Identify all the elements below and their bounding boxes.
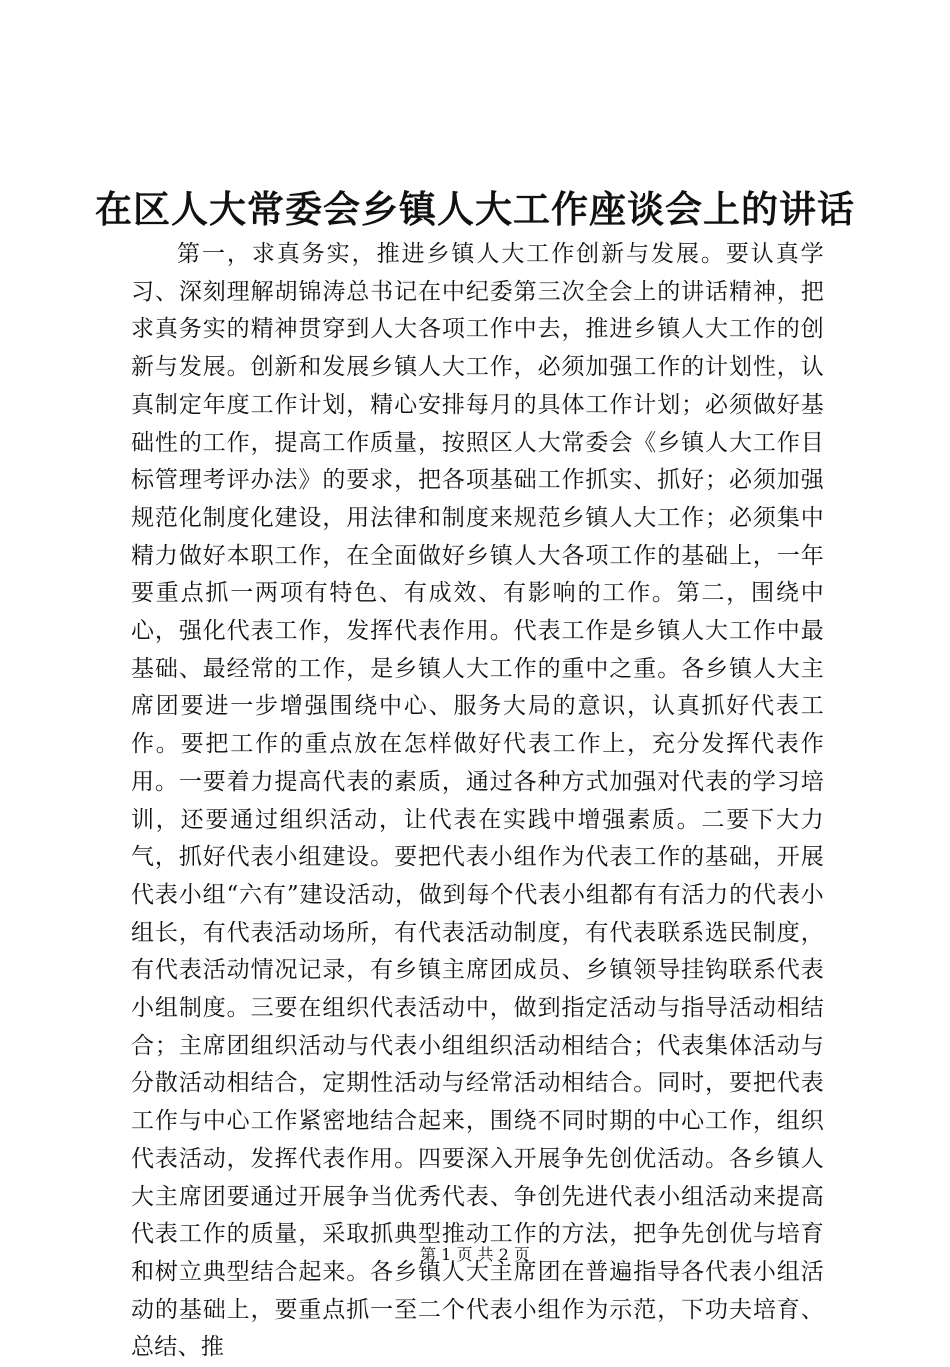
document-body-paragraph: 第一，求真务实，推进乡镇人大工作创新与发展。要认真学习、深刻理解胡锦涛总书记在中纪委第三次全会上的讲话精神，把求真务实的精神贯穿到人大各项工作中去，推进乡镇人大工作的创新与发展。创新和发展乡镇人大工作，必须加强工作的计划性，认真制定年度工作计划，精心安排每月的具体工作计划；必须做好基础性的工作，提高工作质量，按照区人大常委会《乡镇人大工作目标管理考评办法》的要求，把各项基础工作抓实、抓好；必须加强规范化制度化建设，用法律和制度来规范乡镇人大工作；必须集中精力做好本职工作，在全面做好乡镇人大各项工作的基础上，一年要重点抓一两项有特色、有成效、有影响的工作。第二，围绕中心，强化代表工作，发挥代表作用。代表工作是乡镇人大工作中最基础、最经常的工作，是乡镇人大工作的重中之重。各乡镇人大主席团要进一步增强围绕中心、服务大局的意识，认真抓好代表工作。要把工作的重点放在怎样做好代表工作上，充分发挥代表作用。一要着力提高代表的素质，通过各种方式加强对代表的学习培训，还要通过组织活动，让代表在实践中增强素质。二要下大力气，抓好代表小组建设。要把代表小组作为代表工作的基础，开展代表小组“六有”建设活动，做到每个代表小组都有有活力的代表小组长，有代表活动场所，有代表活动制度，有代表联系选民制度，有代表活动情况记录，有乡镇主席团成员、乡镇领导挂钩联系代表小组制度。三要在组织代表活动中，做到指定活动与指导活动相结合；主席团组织活动与代表小组组织活动相结合；代表集体活动与分散活动相结合，定期性活动与经常活动相结合。同时，要把代表工作与中心工作紧密地结合起来，围绕不同时期的中心工作，组织代表活动，发挥代表作用。四要深入开展争先创优活动。各乡镇人大主席团要通过开展争当优秀代表、争创先进代表小组活动来提高代表工作的质量，采取抓典型推动工作的方法，把争先创优与培育和树立典型结合起来。各乡镇人大主席团在普遍指导各代表小组活动的基础上，要重点抓一至二个代表小组作为示范，下功夫培育、总结、推	[131, 241, 824, 1361]
page-number-footer: 第 1 页 共 2 页	[420, 1245, 530, 1264]
document-title: 在区人大常委会乡镇人大工作座谈会上的讲话	[95, 187, 855, 231]
